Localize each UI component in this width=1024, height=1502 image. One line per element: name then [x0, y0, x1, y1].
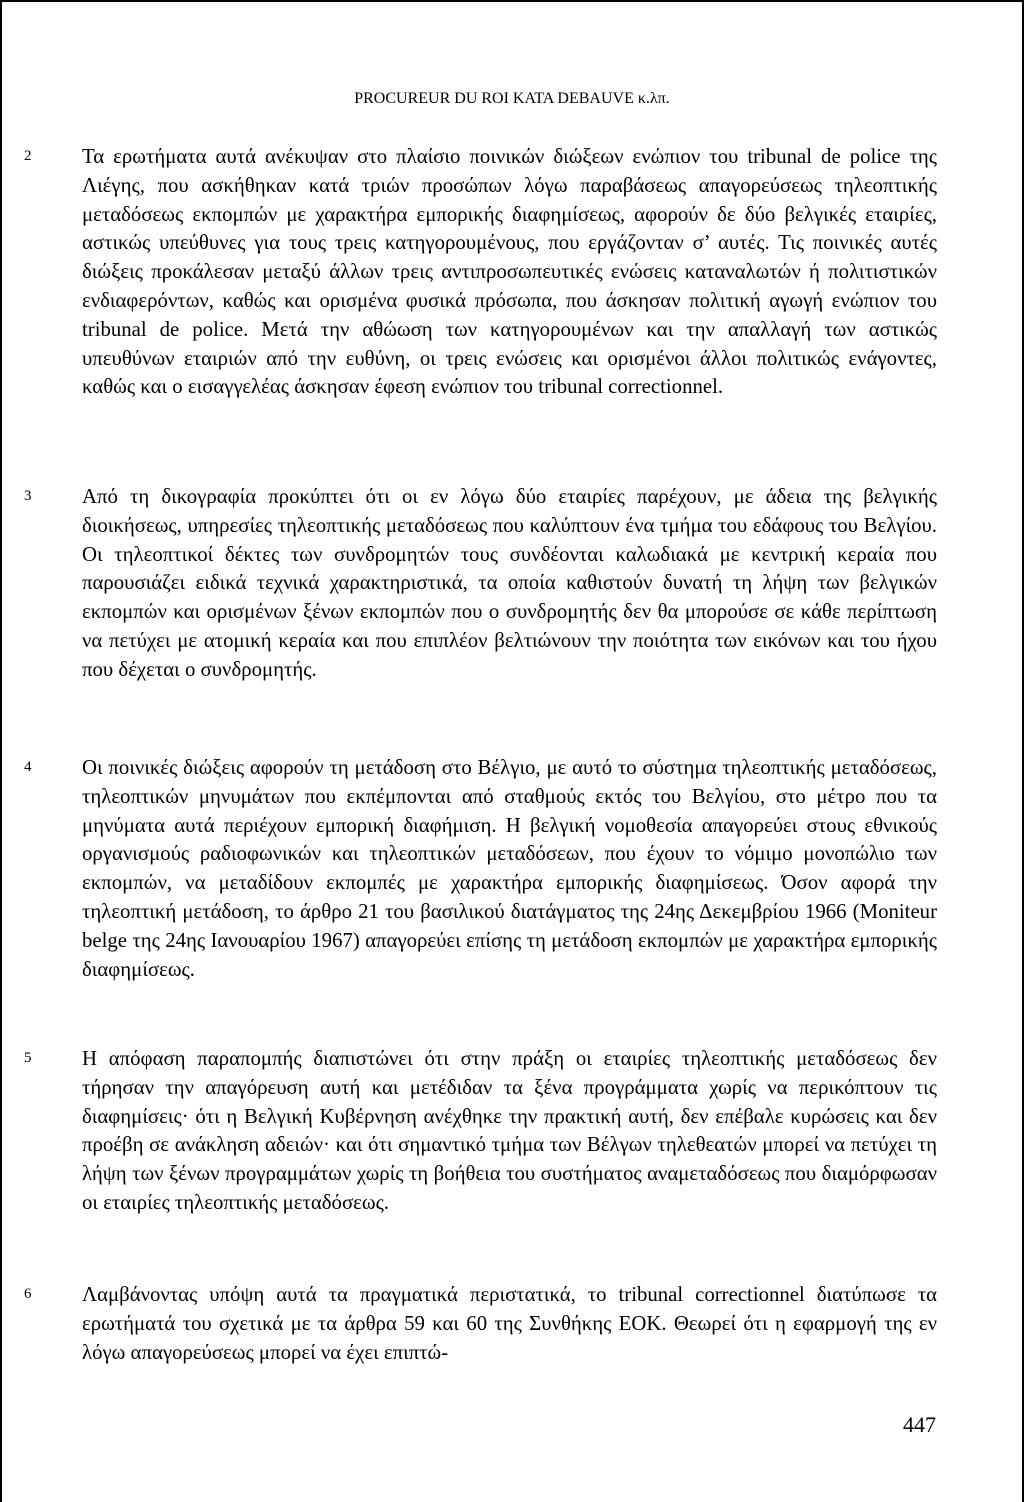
paragraph-text: Τα ερωτήματα αυτά ανέκυψαν στο πλαίσιο ποινικών διώξεων ενώπιον του tribunal de police της Λιέγης, που ασκήθηκαν κατά τριών προσώπων λόγω παραβάσεως απαγορεύσεως τηλεοπτικής μεταδόσεως εκπομπών με χαρακτήρα εμπορικής διαφημίσεως, αφορούν δε δύο βελγικές εταιρίες, αστικώς υπεύθυνες για τους τρεις κατηγορουμένους, που εργάζονταν σ’ αυτές. Τις ποινικές αυτές διώξεις προκάλεσαν μεταξύ άλλων τρεις αντιπροσωπευτικές ενώσεις καταναλωτών ή πολιτιστικών ενδιαφερόντων, καθώς και ορισμένα φυσικά πρόσωπα, που άσκησαν πολιτική αγωγή ενώπιον του tribunal de police. Μετά την αθώωση των κατηγορουμένων και την απαλλαγή των αστικώς υπευθύνων εταιριών από την ευθύνη, οι τρεις ενώσεις και ορισμένοι άλλοι πολιτικώς ενάγοντες, καθώς και ο εισαγγελέας άσκησαν έφεση ενώπιον του tribunal correctionnel. [82, 145, 937, 399]
paragraph-text: Από τη δικογραφία προκύπτει ότι οι εν λόγω δύο εταιρίες παρέχουν, με άδεια της βελγικής διοικήσεως, υπηρεσίες τηλεοπτικής μεταδόσεως που καλύπτουν ένα τμήμα του εδάφους του Βελγίου. Οι τηλεοπτικοί δέκτες των συνδρομητών τους συνδέονται καλωδιακά με κεντρική κεραία που παρουσιάζει ειδικά τεχνικά χαρακτηριστικά, τα οποία καθιστούν δυνατή τη λήψη των βελγικών εκπομπών και ορισμένων ξένων εκπομπών που ο συνδρομητής δεν θα μπορούσε σε κάθε περίπτωση να πετύχει με ατομική κεραία και που επιπλέον βελτιώνουν την ποιότητα των εικόνων και του ήχου που δέχεται ο συνδρομητής. [82, 485, 937, 681]
paragraph-text: Η απόφαση παραπομπής διαπιστώνει ότι στην πράξη οι εταιρίες τηλεοπτικής μεταδόσεως δεν τήρησαν την απαγόρευση αυτή και μετέδιδαν τα ξένα προγράμματα χωρίς να περικόπτουν τις διαφημίσεις· ότι η Βελγική Κυβέρνηση ανέχθηκε την πρακτική αυτή, δεν επέβαλε κυρώσεις και δεν προέβη σε ανάκληση αδειών· και ότι σημαντικό τμήμα των Βέλγων τηλεθεατών μπορεί να πετύχει τη λήψη των ξένων προγραμμάτων χωρίς τη βοήθεια του συστήματος αναμεταδόσεως που διαμόρφωσαν οι εταιρίες τηλεοπτικής μεταδόσεως. [82, 1047, 937, 1214]
paragraph-number: 2 [24, 148, 32, 164]
paragraph-text: Οι ποινικές διώξεις αφορούν τη μετάδοση στο Βέλγιο, με αυτό το σύστημα τηλεοπτικής μεταδόσεως, τηλεοπτικών μηνυμάτων που εκπέμπονται από σταθμούς εκτός του Βελγίου, στο μέτρο που τα μηνύματα αυτά περιέχουν εμπορική διαφήμιση. Η βελγική νομοθεσία απαγορεύει στους εθνικούς οργανισμούς ραδιοφωνικών και τηλεοπτικών μεταδόσεων, που έχουν το νόμιμο μονοπώλιο των εκπομπών, να μεταδίδουν εκπομπές με χαρακτήρα εμπορικής διαφημίσεως. Όσον αφορά την τηλεοπτική μετάδοση, το άρθρο 21 του βασιλικού διατάγματος της 24ης Δεκεμβρίου 1966 (Moniteur belge της 24ης Ιανουαρίου 1967) απαγορεύει επίσης τη μετάδοση εκπομπών με χαρακτήρα εμπορικής διαφημίσεως. [82, 756, 937, 981]
page-border-top [0, 0, 1024, 2]
page-number: 447 [903, 1412, 936, 1437]
paragraph-3 [24, 483, 937, 685]
paragraph-number: 5 [24, 1050, 32, 1066]
paragraph-2 [24, 143, 937, 402]
paragraph-5 [24, 1045, 937, 1218]
paragraph-number: 4 [24, 759, 32, 775]
paragraph-number: 6 [24, 1286, 32, 1302]
page-border-left [0, 0, 2, 1502]
paragraph-number: 3 [24, 488, 32, 504]
paragraph-text: Λαμβάνοντας υπόψη αυτά τα πραγματικά περιστατικά, το tribunal correctionnel διατύπωσε τα ερωτήματά του σχετικά με τα άρθρα 59 και 60 της Συνθήκης ΕΟΚ. Θεωρεί ότι η εφαρμογή της εν λόγω απαγορεύσεως μπορεί να έχει επιπτώ- [82, 1283, 937, 1364]
running-header: PROCUREUR DU ROI KATA DEBAUVE κ.λπ. [354, 90, 670, 107]
paragraph-4 [24, 754, 937, 984]
paragraph-6 [24, 1281, 937, 1367]
